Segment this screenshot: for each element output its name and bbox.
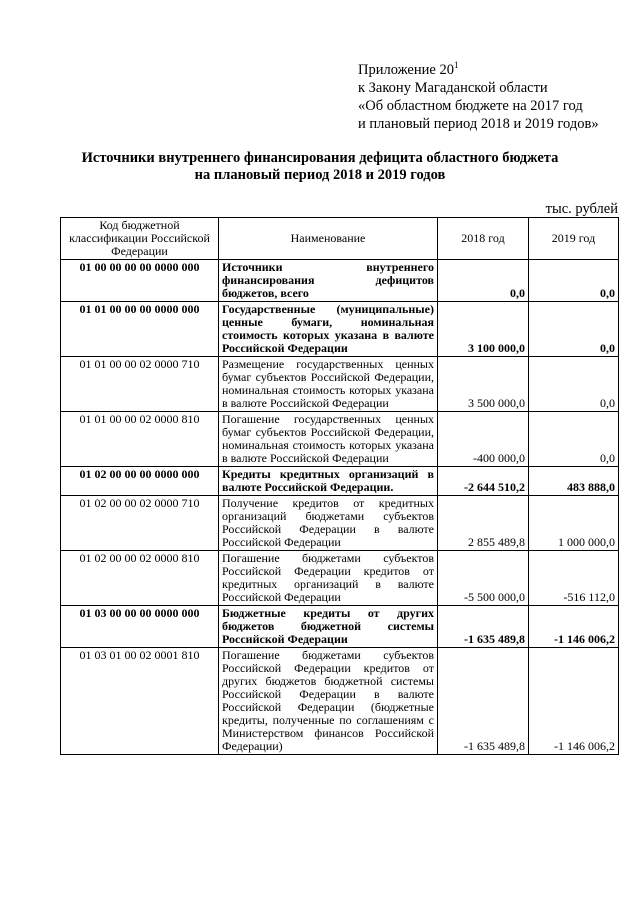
table-row [61, 412, 619, 467]
row-2019: -516 112,0 [529, 551, 619, 606]
row-2018: 2 855 489,8 [438, 496, 529, 551]
row-name: Государственные (муниципальные) ценные бумаги, номинальная стоимость которых указана в валюте Российской Федерации [219, 302, 438, 357]
row-code: 01 01 00 00 00 0000 000 [61, 302, 219, 357]
appendix-line-1: Приложение $20^1$ [358, 60, 459, 78]
row-name: Погашение бюджетами субъектов Российской Федерации кредитов от кредитных организаций в валюте Российской Федерации [219, 551, 438, 606]
table-row [61, 606, 619, 648]
row-code: 01 02 00 00 02 0000 710 [61, 496, 219, 551]
row-2019: 0,0 [529, 357, 619, 412]
table-row [61, 357, 619, 412]
row-2019: -1 146 006,2 [529, 648, 619, 755]
header-2018: 2018 год [438, 218, 529, 260]
title-line-2: на плановый период 2018 и 2019 годов [194, 167, 446, 183]
row-code: 01 01 00 00 02 0000 810 [61, 412, 219, 467]
appendix-note [358, 61, 628, 133]
appendix-line-4: и плановый период 2018 и 2019 годов» [358, 116, 599, 132]
table-row [61, 467, 619, 496]
row-name: Источники внутреннего финансирования дефицитов бюджетов, всего [219, 260, 438, 302]
row-2019: 1 000 000,0 [529, 496, 619, 551]
row-code: 01 02 00 00 00 0000 000 [61, 467, 219, 496]
table-row [61, 551, 619, 606]
row-2018: 0,0 [438, 260, 529, 302]
row-2018: -5 500 000,0 [438, 551, 529, 606]
header-name: Наименование [219, 218, 438, 260]
row-name: Погашение государственных ценных бумаг субъектов Российской Федерации, номинальная стоимость которых указана в валюте Российской Федерации [219, 412, 438, 467]
table-header-row [61, 218, 619, 260]
units-label: тыс. рублей [545, 201, 618, 217]
table-row [61, 496, 619, 551]
appendix-line-3: «Об областном бюджете на 2017 год [358, 98, 583, 114]
appendix-line-2: к Закону Магаданской области [358, 80, 548, 96]
row-2019: -1 146 006,2 [529, 606, 619, 648]
row-2018: -400 000,0 [438, 412, 529, 467]
row-2019: 0,0 [529, 302, 619, 357]
row-2018: -1 635 489,8 [438, 606, 529, 648]
row-2019: 483 888,0 [529, 467, 619, 496]
table-row [61, 302, 619, 357]
row-name: Получение кредитов от кредитных организаций бюджетами субъектов Российской Федерации в валюте Российской Федерации [219, 496, 438, 551]
table-row [61, 260, 619, 302]
row-2018: -2 644 510,2 [438, 467, 529, 496]
title-line-1: Источники внутреннего финансирования дефицита областного бюджета [81, 150, 559, 166]
table-row [61, 648, 619, 755]
row-2018: 3 500 000,0 [438, 357, 529, 412]
row-code: 01 03 00 00 00 0000 000 [61, 606, 219, 648]
row-2018: -1 635 489,8 [438, 648, 529, 755]
row-code: 01 01 00 00 02 0000 710 [61, 357, 219, 412]
header-2019: 2019 год [529, 218, 619, 260]
row-name: Кредиты кредитных организаций в валюте Российской Федерации. [219, 467, 438, 496]
row-name: Погашение бюджетами субъектов Российской Федерации кредитов от других бюджетов бюджетной системы Российской Федерации в валюте Российской Федерации (бюджетные кредиты, полученные по соглашениям с Министерством финансов Российской Федерации) [219, 648, 438, 755]
header-code: Код бюджетной классификации Российской Федерации [61, 218, 219, 260]
financing-sources-table [60, 217, 619, 755]
document-title [0, 150, 640, 184]
row-2018: 3 100 000,0 [438, 302, 529, 357]
row-code: 01 02 00 00 02 0000 810 [61, 551, 219, 606]
row-name: Размещение государственных ценных бумаг субъектов Российской Федерации, номинальная стоимость которых указана в валюте Российской Федерации [219, 357, 438, 412]
row-name: Бюджетные кредиты от других бюджетов бюджетной системы Российской Федерации [219, 606, 438, 648]
row-code: 01 00 00 00 00 0000 000 [61, 260, 219, 302]
row-2019: 0,0 [529, 260, 619, 302]
row-2019: 0,0 [529, 412, 619, 467]
row-code: 01 03 01 00 02 0001 810 [61, 648, 219, 755]
